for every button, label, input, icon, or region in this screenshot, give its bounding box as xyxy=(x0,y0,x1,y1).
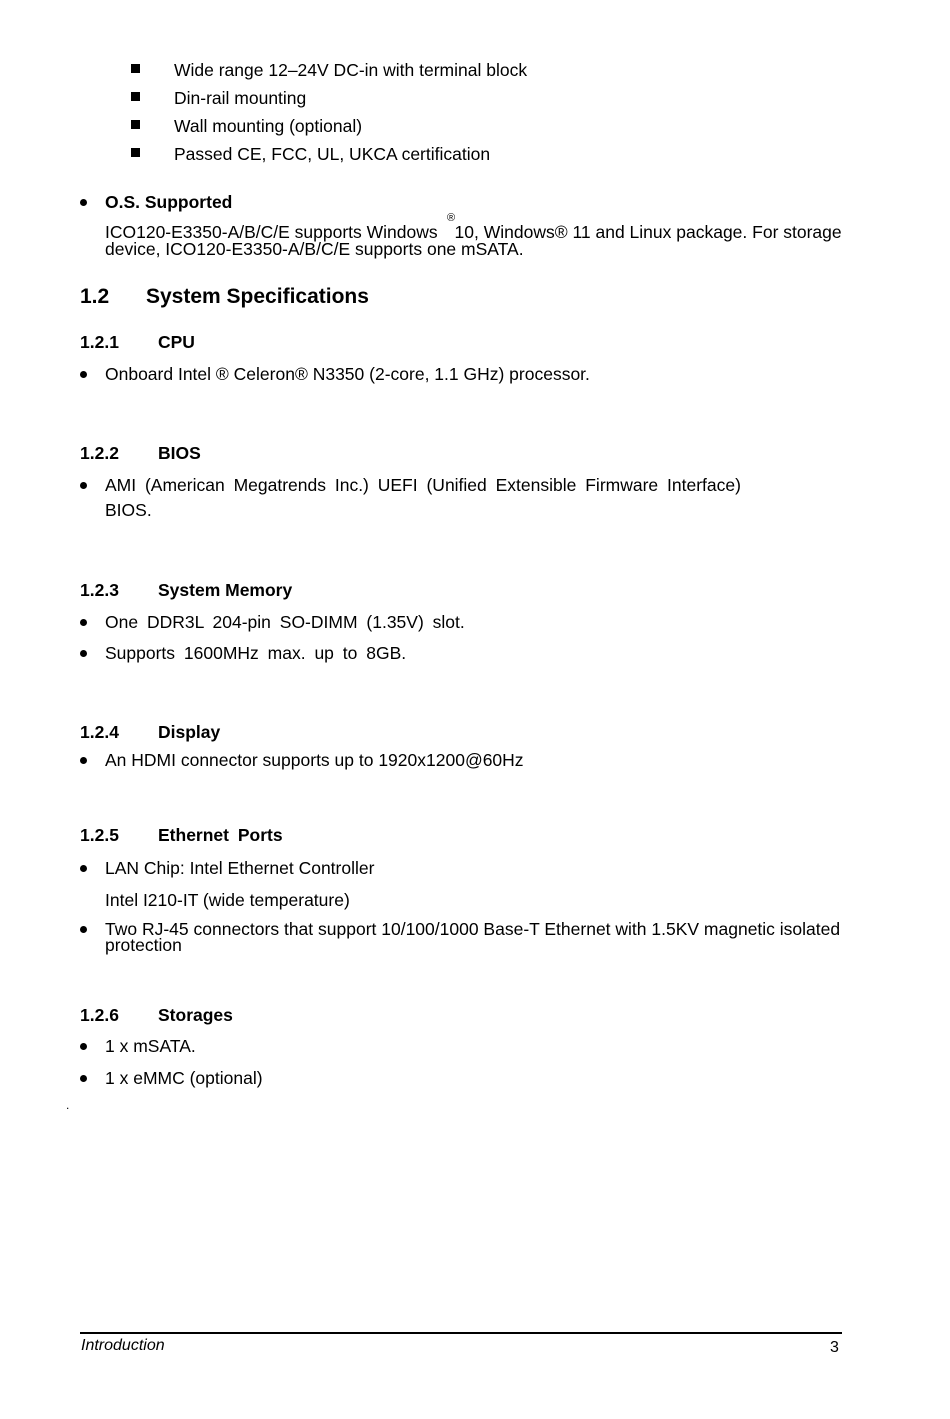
footer-chapter-title: Introduction xyxy=(81,1337,165,1354)
subsection-number: 1.2.5 xyxy=(80,825,119,845)
round-bullet-icon xyxy=(80,650,87,657)
subsection-title: System Memory xyxy=(158,580,293,600)
subsection-number: 1.2.1 xyxy=(80,332,119,352)
round-bullet-icon xyxy=(80,199,87,206)
square-bullet-icon xyxy=(131,92,140,101)
os-paragraph-line-1: ICO120-E3350-A/B/C/E supports Windows ® 10, Windows® 11 and Linux package. For storage xyxy=(105,212,842,242)
subsection-title: Display xyxy=(158,722,221,742)
footer-divider xyxy=(80,1332,842,1334)
subsection-title: BIOS xyxy=(158,443,201,463)
page-number: 3 xyxy=(830,1339,839,1356)
round-bullet-icon xyxy=(80,1043,87,1050)
round-bullet-icon xyxy=(80,371,87,378)
round-bullet-icon xyxy=(80,1075,87,1082)
subsection-title: CPU xyxy=(158,332,195,352)
subsection-title: Storages xyxy=(158,1005,233,1025)
list-item-text: Din-rail mounting xyxy=(174,88,307,108)
subsection-title: Ethernet Ports xyxy=(158,825,283,845)
round-bullet-icon xyxy=(80,619,87,626)
subsection-number: 1.2.3 xyxy=(80,580,119,600)
subsection-number: 1.2.4 xyxy=(80,722,119,742)
round-bullet-icon xyxy=(80,865,87,872)
registered-mark: ® xyxy=(447,212,456,224)
list-item-continuation: Intel I210-IT (wide temperature) xyxy=(105,890,350,910)
subsection-number: 1.2.2 xyxy=(80,443,119,463)
square-bullet-icon xyxy=(131,64,140,73)
round-bullet-icon xyxy=(80,757,87,764)
square-bullet-icon xyxy=(131,148,140,157)
section-title: System Specifications xyxy=(146,285,369,308)
round-bullet-icon xyxy=(80,482,87,489)
os-paragraph-line-2: device, ICO120-E3350-A/B/C/E supports one mSATA. xyxy=(105,239,524,259)
square-bullet-icon xyxy=(131,120,140,129)
list-item-continuation: BIOS. xyxy=(105,500,152,520)
list-item-text: Wide range 12–24V DC-in with terminal block xyxy=(174,60,528,80)
subsection-number: 1.2.6 xyxy=(80,1005,119,1025)
stray-mark: . xyxy=(66,1098,70,1112)
list-item-continuation: protection xyxy=(105,935,182,955)
list-item-text: Wall mounting (optional) xyxy=(174,116,363,136)
round-bullet-icon xyxy=(80,926,87,933)
list-item-text: Passed CE, FCC, UL, UKCA certification xyxy=(174,144,491,164)
section-number: 1.2 xyxy=(80,285,110,308)
